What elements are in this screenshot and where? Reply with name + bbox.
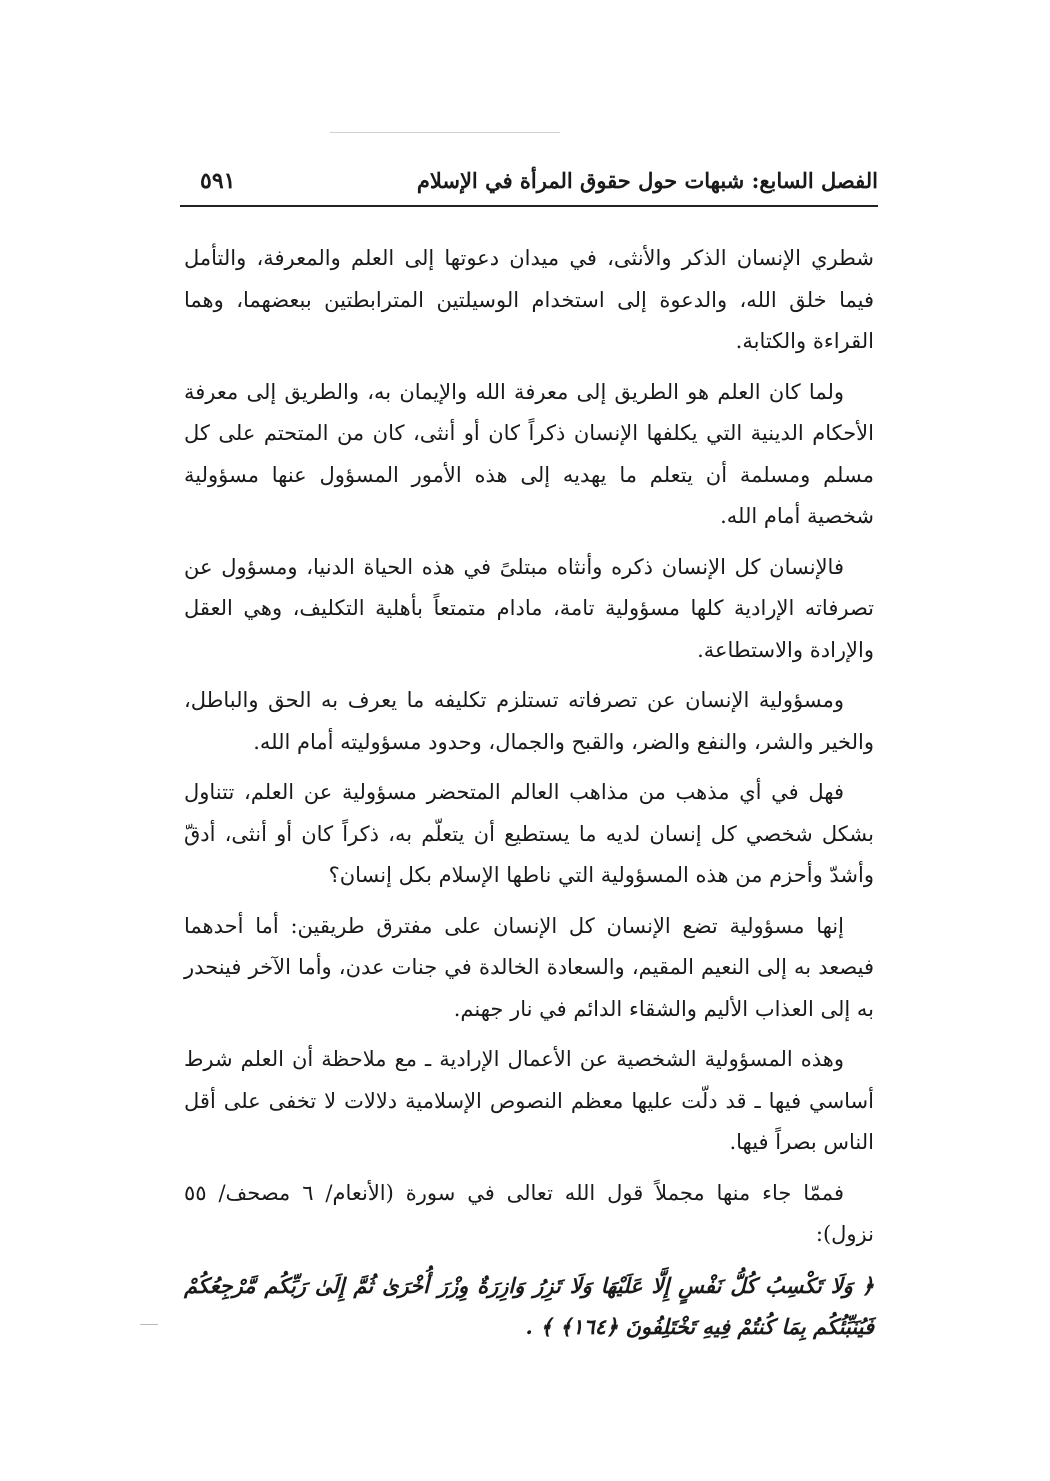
quran-verse: ﴿ وَلَا تَكْسِبُ كُلُّ نَفْسٍ إِلَّا عَلَيْهَا وَلَا تَزِرُ وَازِرَةٌ وِزْرَ أُخْرَىٰ ثُمَّ إِلَىٰ رَبِّكُم مَّرْجِعُكُمْ فَيُنَبِّئُكُم بِمَا كُنتُمْ فِيهِ تَخْتَلِفُونَ ﴿١٦٤﴾ ﴾ . [184, 1272, 874, 1339]
paragraph: فالإنسان كل الإنسان ذكره وأنثاه مبتلىً في هذه الحياة الدنيا، ومسؤول عن تصرفاته الإرادية كلها مسؤولية تامة، مادام متمتعاً بأهلية التكليف، وهي العقل والإرادة والاستطاعة. [184, 554, 874, 662]
page-number: ٥٩١ [200, 168, 236, 194]
top-scan-mark [330, 132, 560, 133]
paragraph: شطري الإنسان الذكر والأنثى، في ميدان دعوتها إلى العلم والمعرفة، والتأمل فيما خلق الله، والدعوة إلى استخدام الوسيلتين المترابطتين ببعضهما، وهما القراءة والكتابة. [184, 246, 874, 353]
paragraph: وهذه المسؤولية الشخصية عن الأعمال الإرادية ـ مع ملاحظة أن العلم شرط أساسي فيها ـ قد دلّت عليها معظم النصوص الإسلامية دلالات لا تخفى على أقل الناس بصراً فيها. [184, 1047, 874, 1154]
running-header [180, 168, 878, 202]
paragraph: فممّا جاء منها مجملاً قول الله تعالى في سورة (الأنعام/ ٦ مصحف/ ٥٥ نزول): [184, 1180, 874, 1246]
margin-scan-mark [140, 1324, 158, 1325]
paragraph: فهل في أي مذهب من مذاهب العالم المتحضر مسؤولية عن العلم، تتناول بشكل شخصي كل إنسان لديه ما يستطيع أن يتعلّم به، ذكراً كان أو أنثى، أدقّ وأشدّ وأحزم من هذه المسؤولية التي ناطها الإسلام بكل إنسان؟ [184, 780, 874, 887]
paragraph: ولما كان العلم هو الطريق إلى معرفة الله والإيمان به، والطريق إلى معرفة الأحكام الدينية التي يكلفها الإنسان ذكراً كان أو أنثى، كان من المتحتم على كل مسلم ومسلمة أن يتعلم ما يهديه إلى هذه الأمور المسؤول عنها مسؤولية شخصية أمام الله. [184, 379, 874, 528]
header-rule [180, 205, 878, 207]
body-text [184, 238, 874, 1348]
paragraph: ومسؤولية الإنسان عن تصرفاته تستلزم تكليفه ما يعرف به الحق والباطل، والخير والشر، والنفع والضر، والقبح والجمال، وحدود مسؤوليته أمام الله. [184, 688, 874, 754]
chapter-title: الفصل السابع: شبهات حول حقوق المرأة في الإسلام [416, 168, 878, 193]
paragraph: إنها مسؤولية تضع الإنسان كل الإنسان على مفترق طريقين: أما أحدهما فيصعد به إلى النعيم المقيم، والسعادة الخالدة في جنات عدن، وأما الآخر فينحدر به إلى العذاب الأليم والشقاء الدائم في نار جهنم. [184, 913, 874, 1021]
